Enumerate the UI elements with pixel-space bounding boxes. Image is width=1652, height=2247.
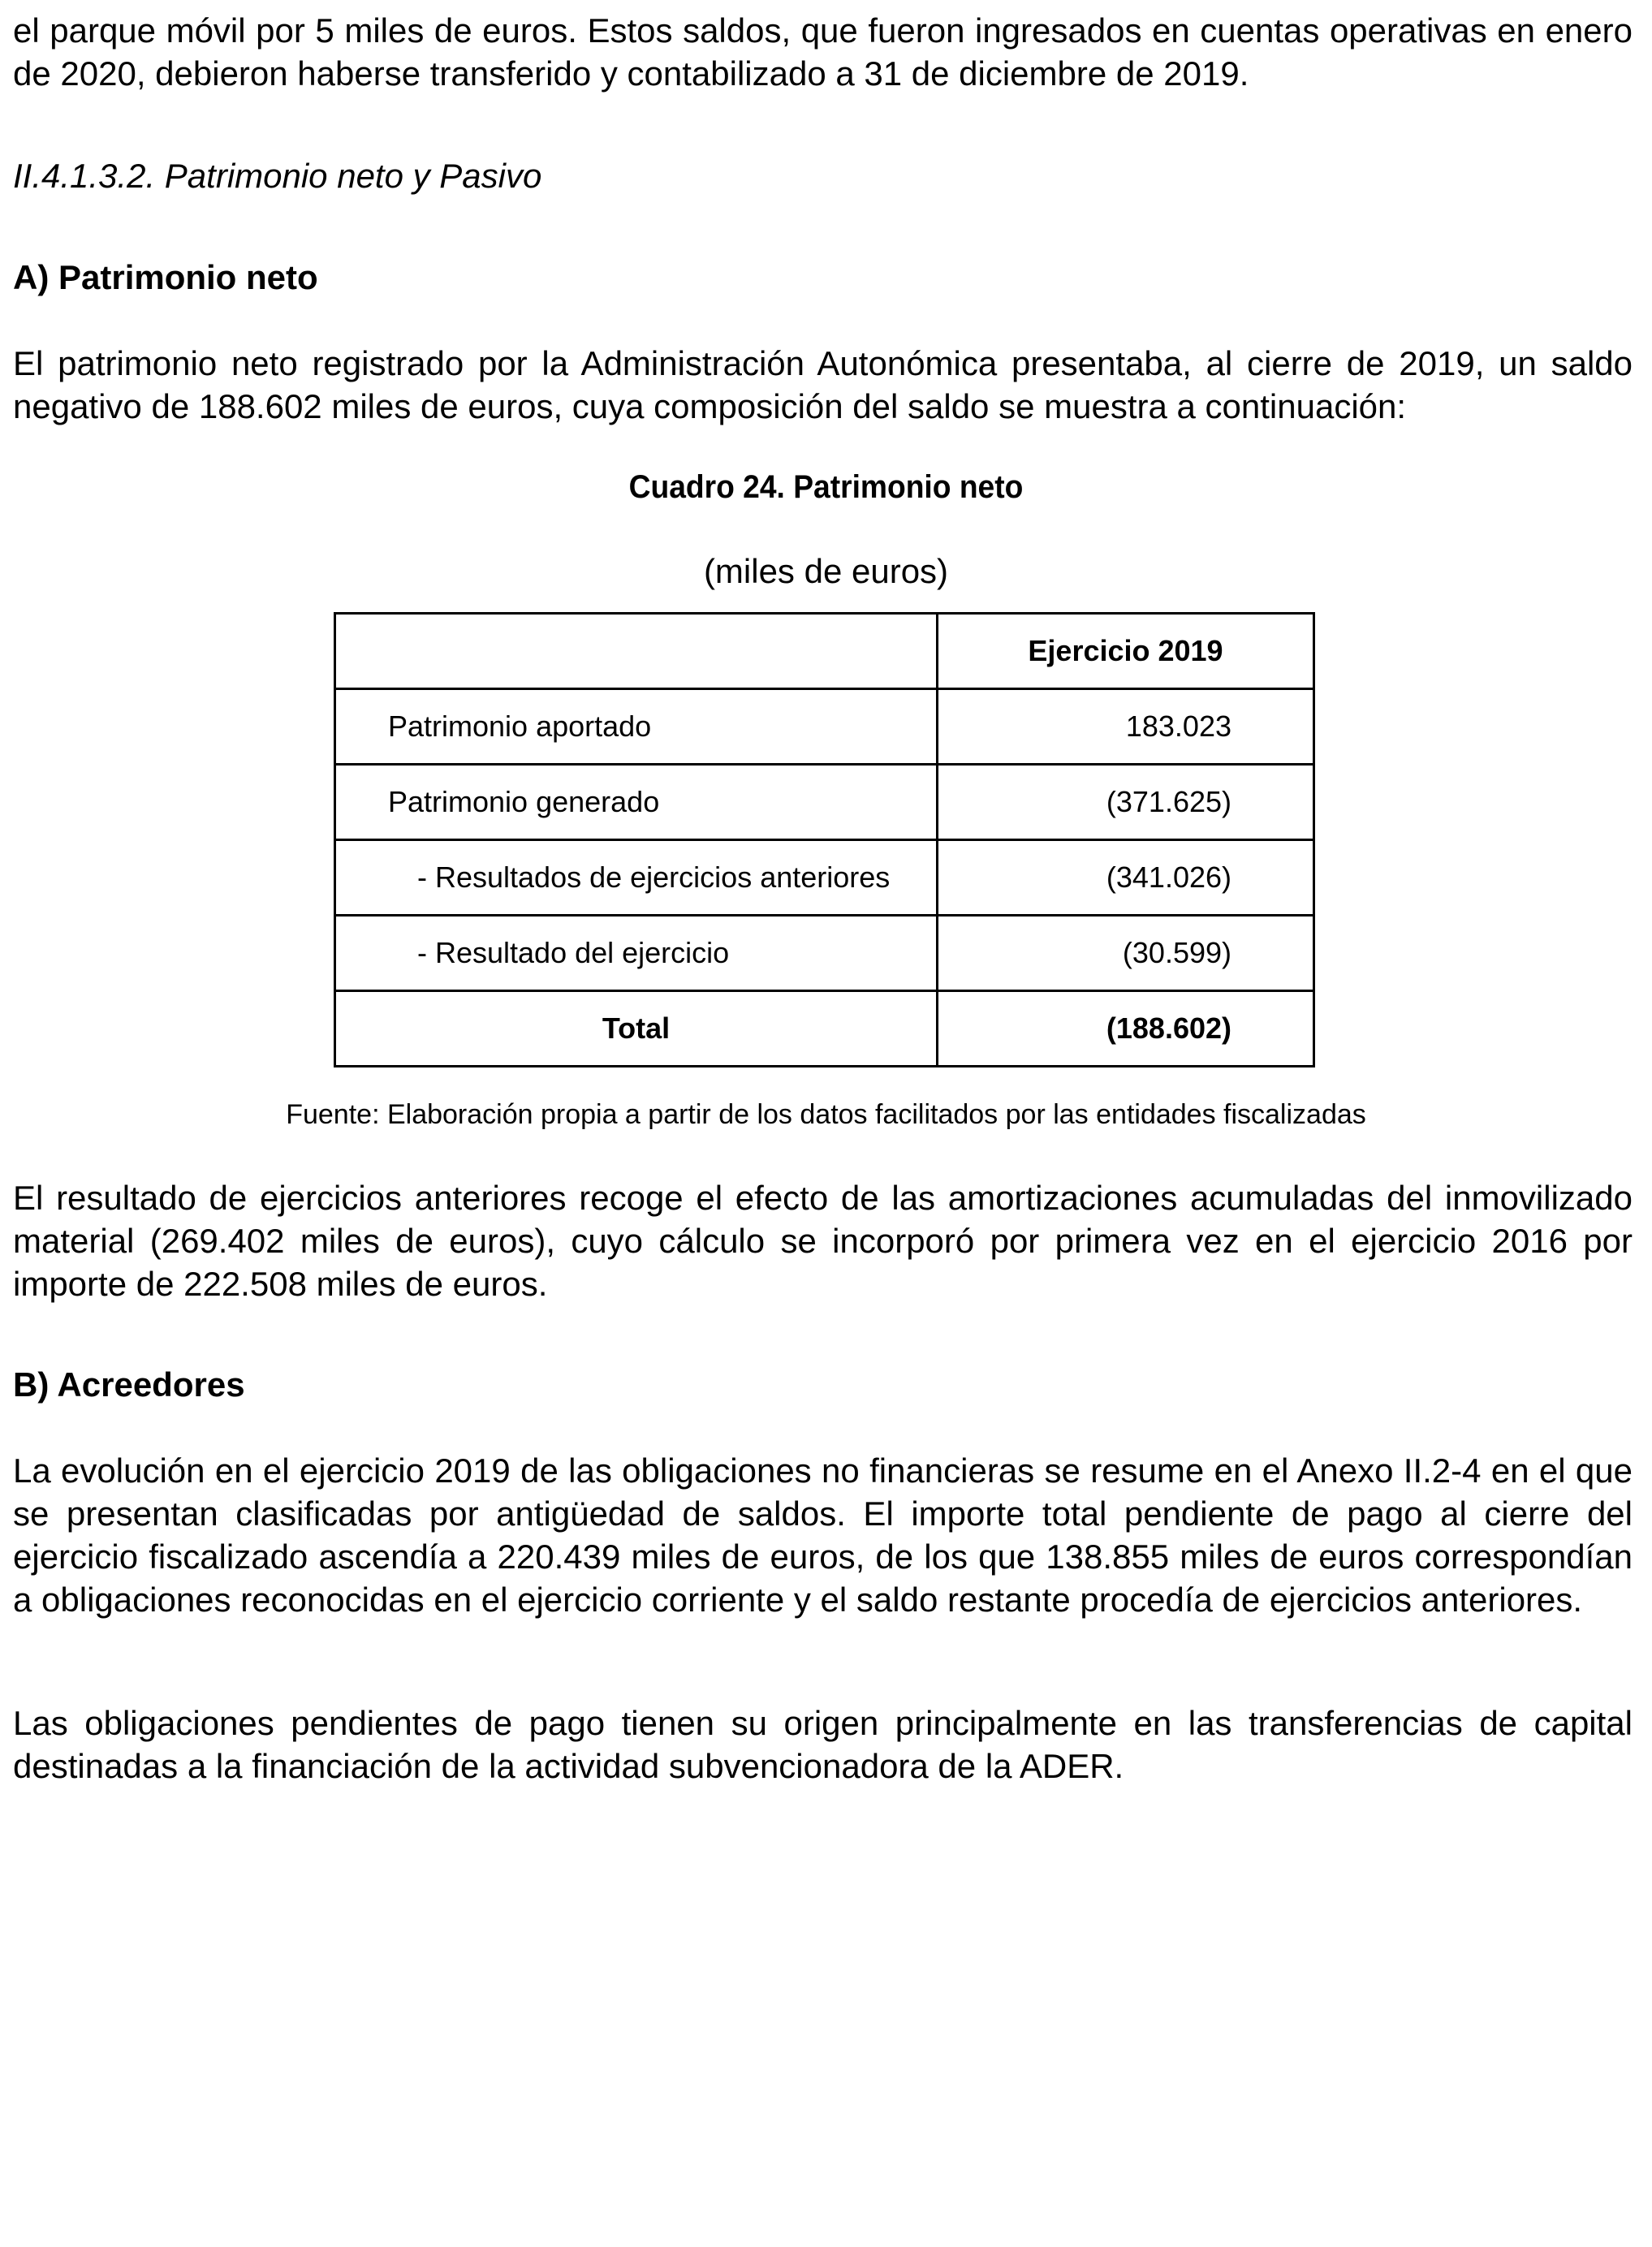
paragraph-intro: el parque móvil por 5 miles de euros. Estos saldos, que fueron ingresados en cuentas operativas en enero de 2020, debieron haberse transferido y contabilizado a 31 de diciembre de 2019. xyxy=(13,11,1633,93)
paragraph-obligaciones: La evolución en el ejercicio 2019 de las obligaciones no financieras se resume en el Anexo II.2-4 en el que se presentan clasificadas por antigüedad de saldos. El importe total pendiente de pago al cierre del ejercicio fiscalizado ascendía a 220.439 miles de euros, de los que 138.855 miles de euros correspondían a obligaciones reconocidas en el ejercicio corriente y el saldo restante procedía de ejercicios anteriores. xyxy=(13,1451,1633,1619)
row-label: Patrimonio generado xyxy=(335,765,938,840)
row-value: 183.023 xyxy=(938,689,1314,765)
table-units: (miles de euros) xyxy=(703,552,949,590)
row-value: (341.026) xyxy=(938,840,1314,916)
patrimonio-neto-table xyxy=(334,612,1315,1067)
table-row xyxy=(335,689,1314,765)
table-title: Cuadro 24. Patrimonio neto xyxy=(628,469,1024,505)
row-label: - Resultado del ejercicio xyxy=(335,916,938,991)
heading-patrimonio-neto: A) Patrimonio neto xyxy=(13,258,318,296)
table-row xyxy=(335,916,1314,991)
section-title: II.4.1.3.2. Patrimonio neto y Pasivo xyxy=(13,157,542,195)
table-row xyxy=(335,840,1314,916)
row-label: Patrimonio aportado xyxy=(335,689,938,765)
table-row xyxy=(335,765,1314,840)
heading-acreedores: B) Acreedores xyxy=(13,1365,245,1404)
table-header-row xyxy=(335,614,1314,689)
table-header-label xyxy=(335,614,938,689)
table-header-year: Ejercicio 2019 xyxy=(938,614,1314,689)
total-value: (188.602) xyxy=(938,991,1314,1067)
row-value: (30.599) xyxy=(938,916,1314,991)
paragraph-resultados-anteriores: El resultado de ejercicios anteriores recoge el efecto de las amortizaciones acumuladas del inmovilizado material (269.402 miles de euros), cuyo cálculo se incorporó por primera vez en el ejercicio 2016 por importe de 222.508 miles de euros. xyxy=(13,1179,1633,1303)
paragraph-patrimonio-neto: El patrimonio neto registrado por la Administración Autonómica presentaba, al cierre de 2019, un saldo negativo de 188.602 miles de euros, cuya composición del saldo se muestra a continuación: xyxy=(13,344,1633,425)
row-label: - Resultados de ejercicios anteriores xyxy=(335,840,938,916)
total-label: Total xyxy=(335,991,938,1067)
paragraph-origen-obligaciones: Las obligaciones pendientes de pago tienen su origen principalmente en las transferencias de capital destinadas a la financiación de la actividad subvencionadora de la ADER. xyxy=(13,1704,1633,1785)
table-source-note: Fuente: Elaboración propia a partir de los datos facilitados por las entidades fiscalizadas xyxy=(286,1099,1366,1130)
row-value: (371.625) xyxy=(938,765,1314,840)
table-total-row xyxy=(335,991,1314,1067)
